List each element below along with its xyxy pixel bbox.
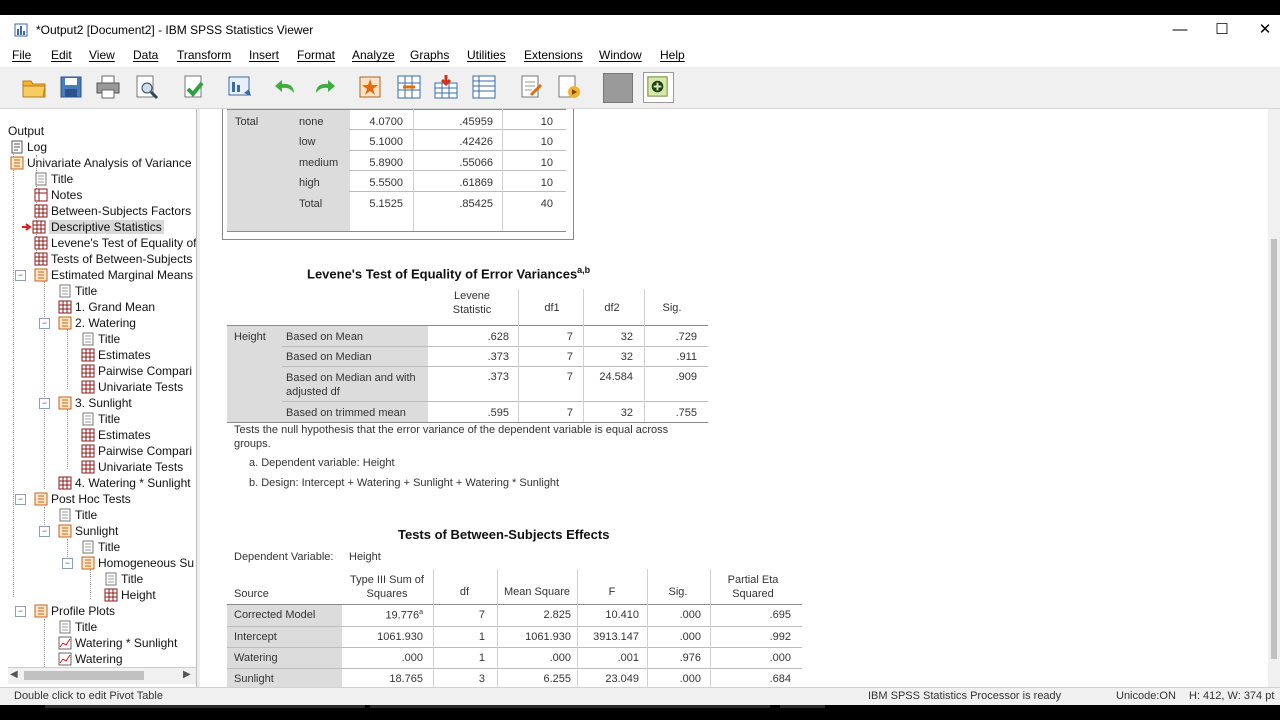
status-processor: IBM SPSS Statistics Processor is ready [868, 690, 1062, 702]
notes-icon [34, 188, 48, 202]
table-icon [81, 460, 95, 474]
tbse-header-df: df [459, 586, 470, 598]
title-icon [58, 284, 72, 298]
levene-df1: 7 [566, 351, 573, 363]
goto-data-icon[interactable] [356, 73, 384, 101]
tbse-f: .001 [617, 652, 639, 664]
tbse-df: 1 [478, 652, 485, 664]
procedure-icon [58, 316, 72, 330]
tbse-sig: .000 [679, 673, 701, 685]
status-unicode: Unicode:ON [1116, 690, 1176, 702]
nav-item-between-subjects-factors[interactable]: Between-Subjects Factors [34, 203, 191, 219]
levene-header-stat: Levene Statistic [452, 290, 492, 316]
tbse-sig: .976 [679, 652, 701, 664]
screen-bottom-strip [0, 705, 1280, 720]
show-all-icon[interactable] [603, 73, 633, 103]
print-icon[interactable] [94, 73, 122, 101]
goto-case-icon[interactable] [395, 73, 423, 101]
title-bar [0, 15, 1280, 45]
table-icon [58, 476, 72, 490]
strip-segment [370, 705, 770, 708]
log-icon [10, 140, 24, 154]
save-icon[interactable] [57, 73, 85, 101]
nav-item-log[interactable]: Log [10, 139, 47, 155]
create-new-icon[interactable] [643, 72, 674, 103]
tbse-eta: .992 [769, 631, 791, 643]
nav-item-post-hoc-tests[interactable]: Post Hoc Tests [34, 491, 131, 507]
tbse-source: Watering [234, 652, 278, 664]
table-icon [81, 364, 95, 378]
desc-row-label: Total [235, 116, 259, 128]
nav-item-homogeneous-height[interactable]: Height [104, 587, 156, 603]
nav-item-plots-title[interactable]: Title [58, 619, 97, 635]
nav-item-watering-sunlight[interactable]: 4. Watering * Sunlight [58, 475, 191, 491]
nav-item-sunlight-univariate[interactable]: Univariate Tests [81, 459, 183, 475]
tbse-source: Corrected Model [234, 609, 316, 621]
strip-segment [45, 705, 365, 708]
desc-n: 40 [540, 198, 553, 210]
nav-item-sunlight-estimates[interactable]: Estimates [81, 427, 151, 443]
nav-item-watering[interactable]: 2. Watering [58, 315, 136, 331]
tbse-df: 1 [478, 631, 485, 643]
levene-df2: 32 [620, 407, 633, 419]
procedure-icon [10, 156, 24, 170]
tbse-ms: 2.825 [543, 609, 571, 621]
levene-stat: .628 [487, 331, 509, 343]
tbse-header-eta: Partial Eta Squared [727, 574, 779, 600]
table-icon [32, 220, 46, 234]
open-folder-icon[interactable] [20, 73, 48, 101]
menu-window[interactable]: Window [599, 48, 642, 62]
levene-title: Levene's Test of Equality of Error Variances$^{a,b}$ [307, 265, 591, 282]
table-icon [81, 444, 95, 458]
desc-sd: .45959 [459, 116, 493, 128]
tbse-f: 23.049 [605, 673, 639, 685]
variables-icon[interactable] [470, 73, 498, 101]
tbse-source: Sunlight [234, 673, 274, 685]
table-icon [34, 236, 48, 250]
levene-sig: .755 [675, 407, 697, 419]
tbse-ms: .000 [549, 652, 571, 664]
plus-circle-icon [644, 73, 671, 100]
tbse-header-f: F [608, 586, 616, 598]
tbse-ss: 18.765 [389, 673, 423, 685]
content-vertical-scrollbar[interactable] [1268, 109, 1280, 687]
collapse-post-hoc-tests[interactable]: − [15, 494, 26, 505]
desc-n: 10 [540, 136, 553, 148]
levene-header-sig: Sig. [662, 302, 682, 314]
table-icon [104, 588, 118, 602]
status-dimensions: H: 412, W: 374 pt [1189, 690, 1275, 702]
tbse-header-ms: Mean Square [503, 586, 571, 598]
title-icon [34, 172, 48, 186]
collapse-watering[interactable]: − [39, 318, 50, 329]
levene-df2: 32 [620, 331, 633, 343]
tbse-ss: 1061.930 [377, 631, 423, 643]
maximize-button[interactable]: ☐ [1215, 21, 1229, 38]
levene-footnote-main: Tests the null hypothesis that the error variance of the dependent variable is equal across groups. [234, 424, 669, 450]
levene-sig: .909 [675, 371, 697, 383]
levene-stat: .373 [487, 371, 509, 383]
nav-item-tests-between-subjects[interactable]: Tests of Between-Subjects [34, 251, 192, 267]
tbse-header-sig: Sig. [668, 586, 688, 598]
menu-extensions[interactable]: Extensions [524, 48, 583, 62]
nav-item-watering-estimates[interactable]: Estimates [81, 347, 151, 363]
minimize-button[interactable]: — [1172, 21, 1188, 38]
procedure-icon [81, 556, 95, 570]
tbse-ms: 6.255 [543, 673, 571, 685]
levene-row-name: Based on Median [286, 351, 372, 363]
menu-graphs[interactable]: Graphs [410, 48, 450, 62]
menu-analyze[interactable]: Analyze [352, 48, 395, 62]
nav-item-posthoc-sunlight-title[interactable]: Title [81, 539, 120, 555]
nav-item-notes[interactable]: Notes [34, 187, 82, 203]
tbse-dependent-label: Dependent Variable: [234, 551, 334, 563]
nav-item-univariate-analysis[interactable]: Univariate Analysis of Variance [10, 155, 192, 171]
levene-header-df2: df2 [604, 302, 620, 314]
descriptive-statistics-table[interactable] [222, 109, 574, 240]
undo-icon[interactable] [272, 73, 300, 101]
tbse-df: 7 [478, 609, 485, 621]
title-icon [81, 412, 95, 426]
desc-n: 10 [540, 116, 553, 128]
levene-footnote-a: a. Dependent variable: Height [249, 457, 395, 469]
title-icon [81, 332, 95, 346]
table-icon [58, 300, 72, 314]
nav-item-emm-title[interactable]: Title [58, 283, 97, 299]
tbse-title: Tests of Between-Subjects Effects [398, 527, 610, 542]
tbse-eta: .695 [769, 609, 791, 621]
nav-item-plot-watering[interactable]: Watering [58, 651, 123, 667]
collapse-homogeneous-subsets[interactable]: − [62, 558, 73, 569]
tbse-header-ss: Type III Sum of Squares [350, 574, 424, 600]
levene-stat: .595 [487, 407, 509, 419]
tbse-ss: 19.776$^a$ [385, 609, 423, 622]
spss-app-icon [14, 22, 30, 38]
tbse-header-source: Source [234, 588, 269, 600]
spss-viewer-window [0, 15, 1280, 705]
collapse-posthoc-sunlight[interactable]: − [39, 526, 50, 537]
collapse-profile-plots[interactable]: − [15, 606, 26, 617]
procedure-icon [34, 268, 48, 282]
table-icon [81, 380, 95, 394]
table-icon [34, 252, 48, 266]
levene-df2: 24.584 [599, 371, 633, 383]
window-title: *Output2 [Document2] - IBM SPSS Statistics Viewer [36, 23, 314, 37]
menu-bar [0, 45, 1280, 67]
scroll-left-icon[interactable]: ◀ [10, 669, 18, 680]
chart-icon [58, 652, 72, 666]
output-content-pane [200, 109, 1268, 687]
levene-df1: 7 [566, 407, 573, 419]
nav-item-sunlight[interactable]: 3. Sunlight [58, 395, 132, 411]
desc-sd: .42426 [459, 136, 493, 148]
desc-sd: .61869 [459, 177, 493, 189]
status-bar [0, 687, 1280, 705]
table-icon [34, 204, 48, 218]
levene-sig: .911 [676, 351, 697, 363]
tbse-eta: .684 [769, 673, 791, 685]
levene-row-name: Based on Mean [286, 331, 364, 343]
nav-item-sunlight-pairwise[interactable]: Pairwise Compari [81, 443, 192, 459]
levene-stat: .373 [487, 351, 509, 363]
desc-mean: 5.1525 [369, 198, 403, 210]
tbse-sig: .000 [679, 631, 701, 643]
title-icon [104, 572, 118, 586]
output-outline-pane [8, 109, 197, 687]
menu-format[interactable]: Format [297, 48, 336, 62]
desc-level: low [299, 136, 316, 148]
menu-file[interactable]: File [12, 48, 32, 62]
nav-item-grand-mean[interactable]: 1. Grand Mean [58, 299, 155, 315]
run-script-icon[interactable] [555, 73, 583, 101]
tbse-source: Intercept [234, 631, 277, 643]
tbse-ms: 1061.930 [525, 631, 571, 643]
levene-df2: 32 [620, 351, 633, 363]
redo-icon[interactable] [310, 73, 338, 101]
nav-item-output[interactable]: Output [8, 124, 45, 138]
nav-item-title[interactable]: Title [34, 171, 73, 187]
nav-item-plot-watering-sunlight[interactable]: Watering * Sunlight [58, 635, 177, 651]
desc-level: none [299, 116, 324, 128]
print-preview-icon[interactable] [132, 73, 160, 101]
current-item-arrow-icon [22, 220, 32, 234]
tbse-sig: .000 [679, 609, 701, 621]
levene-row-name: Based on Median and with adjusted df [286, 372, 416, 398]
nav-item-levenes-test[interactable]: Levene's Test of Equality of [34, 235, 197, 251]
nav-item-posthoc-sunlight[interactable]: Sunlight [58, 523, 118, 539]
tbse-df: 3 [478, 673, 485, 685]
nav-item-watering-title[interactable]: Title [81, 331, 120, 347]
desc-n: 10 [540, 157, 553, 169]
levene-header-df1: df1 [544, 302, 560, 314]
export-icon[interactable] [180, 73, 208, 101]
desc-level: Total [299, 198, 323, 210]
table-icon [81, 348, 95, 362]
tbse-f: 3913.147 [593, 631, 639, 643]
procedure-icon [58, 524, 72, 538]
nav-item-estimated-marginal-means[interactable]: Estimated Marginal Means [34, 267, 193, 283]
levene-sig: .729 [675, 331, 697, 343]
procedure-icon [58, 396, 72, 410]
nav-item-watering-pairwise[interactable]: Pairwise Compari [81, 363, 192, 379]
nav-item-homogeneous-title[interactable]: Title [104, 571, 143, 587]
desc-mean: 5.1000 [369, 136, 403, 148]
levene-footnote-b: b. Design: Intercept + Watering + Sunlight + Watering * Sunlight [249, 477, 560, 489]
goto-variable-icon[interactable] [432, 73, 460, 101]
desc-mean: 5.8900 [369, 157, 403, 169]
tbse-table[interactable] [227, 569, 803, 687]
menu-transform[interactable]: Transform [177, 48, 232, 62]
title-icon [58, 620, 72, 634]
nav-item-watering-univariate[interactable]: Univariate Tests [81, 379, 183, 395]
levene-df1: 7 [566, 331, 573, 343]
nav-item-sunlight-title[interactable]: Title [81, 411, 120, 427]
designate-window-icon[interactable] [517, 73, 545, 101]
nav-item-homogeneous-subsets[interactable]: Homogeneous Su [81, 555, 194, 571]
recall-dialog-icon[interactable] [226, 73, 254, 101]
title-icon [81, 540, 95, 554]
title-icon [58, 508, 72, 522]
menu-data[interactable]: Data [133, 48, 159, 62]
tbse-dependent-value: Height [349, 551, 381, 563]
menu-insert[interactable]: Insert [249, 48, 280, 62]
close-button[interactable]: ✕ [1258, 21, 1272, 38]
levene-row-name: Based on trimmed mean [286, 407, 406, 419]
strip-segment [780, 705, 825, 708]
chart-icon [58, 636, 72, 650]
procedure-icon [34, 604, 48, 618]
tbse-eta: .000 [769, 652, 791, 664]
desc-n: 10 [540, 177, 553, 189]
collapse-estimated-marginal-means[interactable]: − [15, 270, 26, 281]
table-icon [81, 428, 95, 442]
menu-utilities[interactable]: Utilities [467, 48, 506, 62]
desc-mean: 5.5500 [369, 177, 403, 189]
tbse-f: 10.410 [605, 609, 639, 621]
desc-level: medium [299, 157, 339, 169]
tbse-ss: .000 [401, 652, 423, 664]
nav-item-posthoc-title[interactable]: Title [58, 507, 97, 523]
procedure-icon [34, 492, 48, 506]
menu-view[interactable]: View [89, 48, 115, 62]
content-scroll-thumb[interactable] [1271, 239, 1277, 659]
desc-mean: 4.0700 [369, 116, 403, 128]
desc-sd: .85425 [459, 198, 493, 210]
status-hint: Double click to edit Pivot Table [14, 690, 163, 702]
levene-table[interactable] [227, 289, 709, 429]
desc-level: high [299, 177, 320, 189]
levene-df1: 7 [566, 371, 573, 383]
nav-scroll-thumb[interactable] [24, 671, 144, 680]
nav-item-profile-plots[interactable]: Profile Plots [34, 603, 115, 619]
collapse-sunlight[interactable]: − [39, 398, 50, 409]
menu-edit[interactable]: Edit [51, 48, 72, 62]
toolbar [0, 67, 1280, 109]
nav-item-descriptive-statistics[interactable]: Descriptive Statistics [22, 219, 164, 235]
scroll-right-icon[interactable]: ▶ [183, 669, 191, 680]
menu-help[interactable]: Help [660, 48, 685, 62]
levene-row-label: Height [234, 331, 266, 343]
nav-horizontal-scrollbar[interactable] [8, 667, 196, 684]
desc-sd: .55066 [459, 157, 493, 169]
